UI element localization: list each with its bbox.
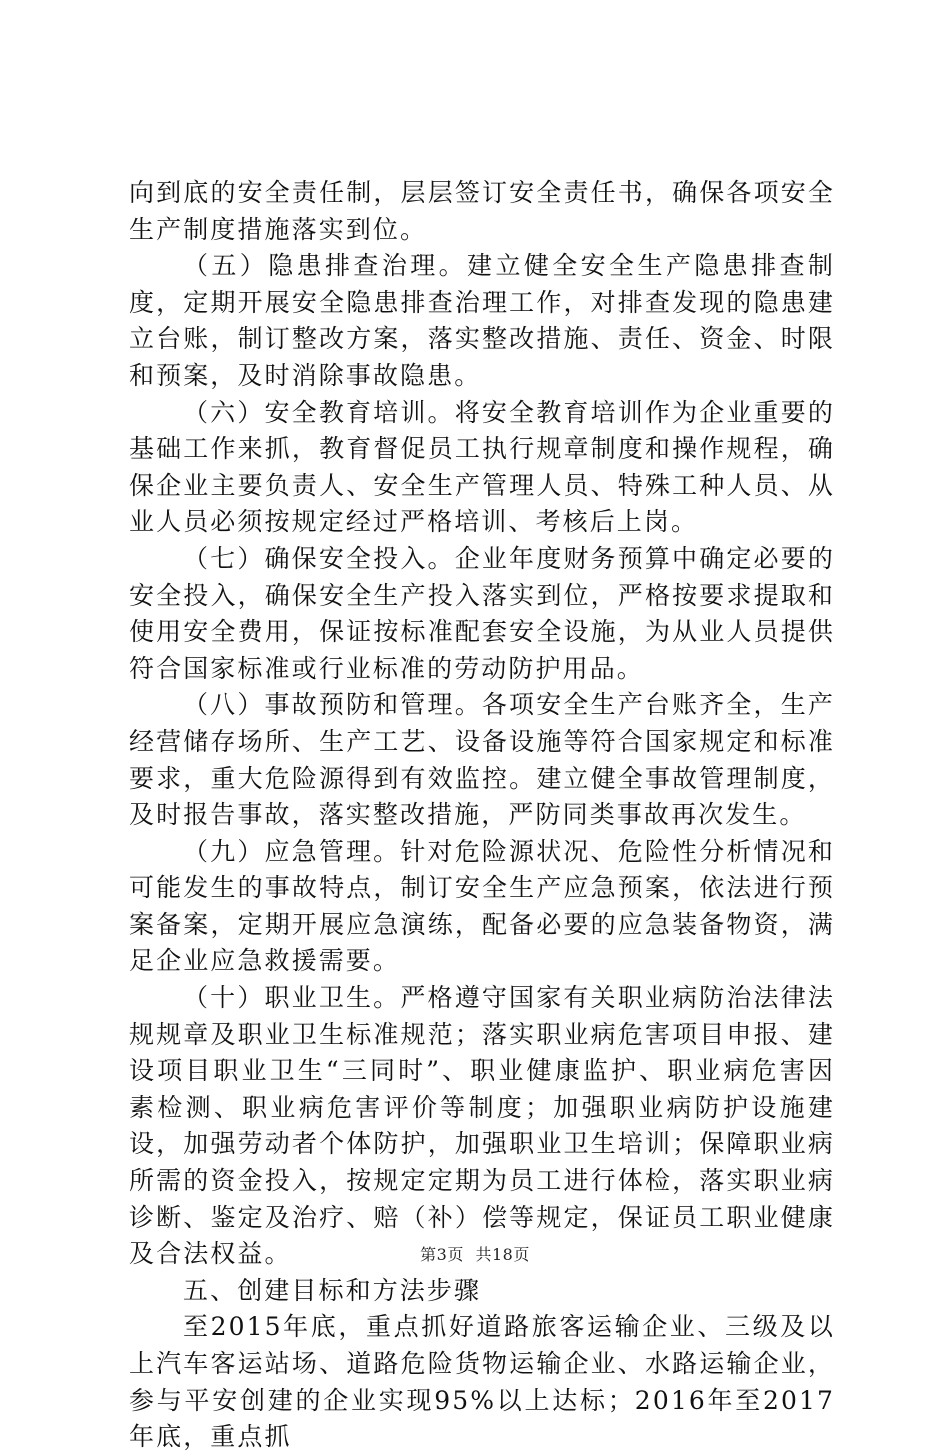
page-total: 共18页 — [475, 1245, 530, 1264]
paragraph-goals-timeline: 至2015年底，重点抓好道路旅客运输企业、三级及以上汽车客运站场、道路危险货物运输企业、水路运输企业，参与平安创建的企业实现95%以上达标；2016年至2017年底，重点抓 — [129, 1312, 835, 1452]
section-heading-goals: 五、创建目标和方法步骤 — [183, 1275, 482, 1305]
paragraph-emergency-management: （九）应急管理。针对危险源状况、危险性分析情况和可能发生的事故特点，制订安全生产应急预案，依法进行预案备案，定期开展应急演练，配备必要的应急装备物资，满足企业应急救援需要。 — [129, 836, 835, 976]
page-footer — [0, 1242, 950, 1265]
paragraph-occupational-health: （十）职业卫生。严格遵守国家有关职业病防治法律法规规章及职业卫生标准规范；落实职业病危害项目申报、建设项目职业卫生“三同时”、职业健康监护、职业病危害因素检测、职业病危害评价等制度；加强职业病防护设施建设，加强劳动者个体防护，加强职业卫生培训；保障职业病所需的资金投入，按规定定期为员工进行体检，落实职业病诊断、鉴定及治疗、赔（补）偿等规定，保证员工职业健康及合法权益。 — [129, 983, 835, 1269]
paragraph-accident-prevention: （八）事故预防和管理。各项安全生产台账齐全，生产经营储存场所、生产工艺、设备设施等符合国家规定和标准要求，重大危险源得到有效监控。建立健全事故管理制度，及时报告事故，落实整改措施，严防同类事故再次发生。 — [129, 690, 835, 830]
paragraph-hazard-investigation: （五）隐患排查治理。建立健全安全生产隐患排查制度，定期开展安全隐患排查治理工作，对排查发现的隐患建立台账，制订整改方案，落实整改措施、责任、资金、时限和预案，及时消除事故隐患。 — [129, 251, 835, 390]
paragraph-responsibility-continued: 向到底的安全责任制，层层签订安全责任书，确保各项安全生产制度措施落实到位。 — [129, 178, 835, 244]
paragraph-safety-investment: （七）确保安全投入。企业年度财务预算中确定必要的安全投入，确保安全生产投入落实到位，严格按要求提取和使用安全费用，保证按标准配套安全设施，为从业人员提供符合国家标准或行业标准的劳动防护用品。 — [129, 543, 835, 683]
page-number: 第3页 — [420, 1245, 464, 1264]
paragraph-safety-training: （六）安全教育培训。将安全教育培训作为企业重要的基础工作来抓，教育督促员工执行规章制度和操作规程，确保企业主要负责人、安全生产管理人员、特殊工种人员、从业人员必须按规定经过严格培训、考核后上岗。 — [129, 397, 835, 537]
